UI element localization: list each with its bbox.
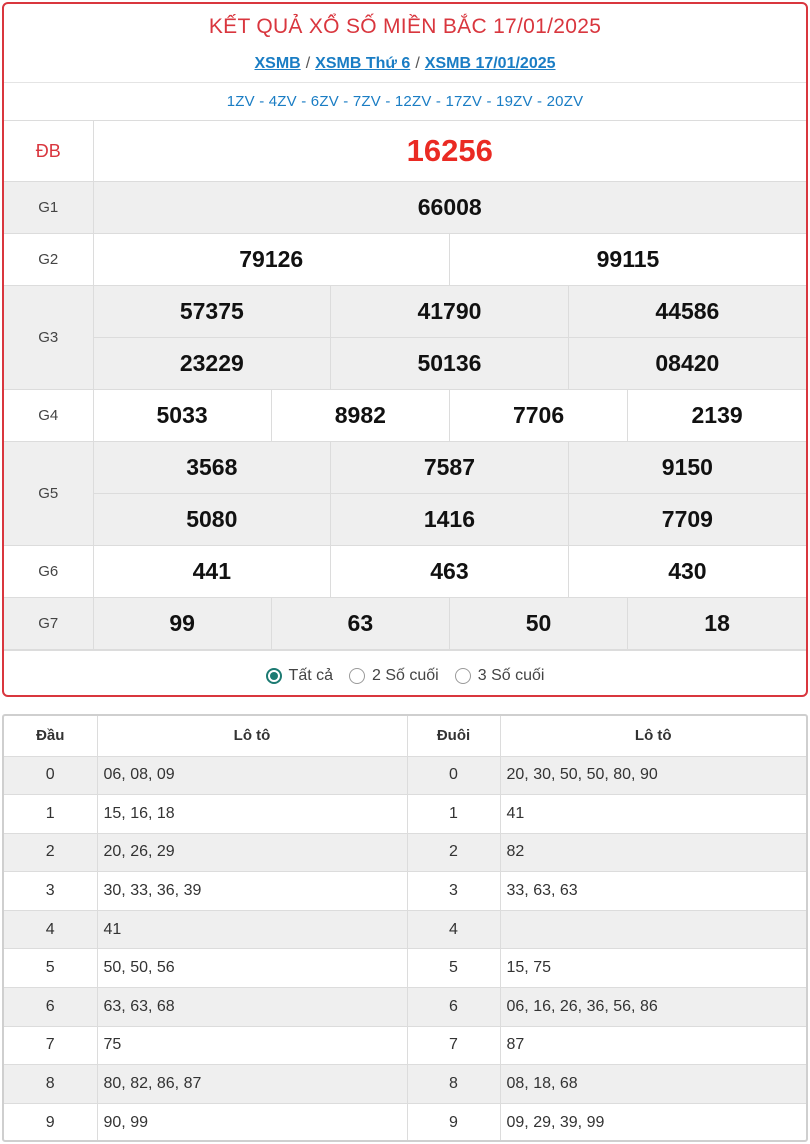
duoi-loto-cell: 33, 63, 63 [500, 872, 806, 911]
dau-cell: 0 [4, 756, 97, 795]
prize-number: 9150 [568, 442, 806, 494]
table-row [4, 872, 806, 911]
prize-number: 08420 [568, 338, 806, 390]
duoi-loto-cell: 08, 18, 68 [500, 1065, 806, 1104]
filter-option-label: 2 Số cuối [372, 666, 439, 684]
prize-number: 18 [628, 598, 806, 650]
prize-number: 44586 [568, 286, 806, 338]
prize-number: 3568 [93, 442, 331, 494]
prize-label: G1 [4, 182, 93, 234]
dau-loto-cell: 06, 08, 09 [97, 756, 407, 795]
prize-label: G3 [4, 286, 93, 390]
table-row [4, 1026, 806, 1065]
dau-loto-cell: 63, 63, 68 [97, 988, 407, 1027]
prize-label: G4 [4, 390, 93, 442]
table-row [4, 756, 806, 795]
prize-number: 5033 [93, 390, 271, 442]
duoi-cell: 6 [407, 988, 500, 1027]
filter-option-last-2[interactable] [349, 667, 439, 685]
prize-number: 66008 [93, 182, 806, 234]
duoi-cell: 7 [407, 1026, 500, 1065]
filter-option-label: 3 Số cuối [477, 666, 545, 684]
prize-number: 8982 [271, 390, 449, 442]
prize-row-db [4, 121, 806, 182]
prize-row-g5 [4, 442, 806, 494]
prize-row-g4 [4, 390, 806, 442]
results-table [4, 120, 806, 650]
table-row [4, 949, 806, 988]
prize-number: 5080 [93, 494, 331, 546]
prize-number: 7706 [449, 390, 627, 442]
prize-number: 50136 [331, 338, 569, 390]
duoi-cell: 9 [407, 1103, 500, 1142]
duoi-loto-cell: 20, 30, 50, 50, 80, 90 [500, 756, 806, 795]
prize-number: 463 [331, 546, 569, 598]
prize-number: 57375 [93, 286, 331, 338]
link-xsmb-date[interactable]: XSMB 17/01/2025 [424, 55, 556, 72]
prize-row-g1 [4, 182, 806, 234]
dau-loto-cell: 15, 16, 18 [97, 795, 407, 834]
page-title: KẾT QUẢ XỔ SỐ MIỀN BẮC 17/01/2025 [208, 15, 602, 38]
table-row [4, 795, 806, 834]
dau-cell: 4 [4, 910, 97, 949]
breadcrumb [4, 50, 806, 78]
col-header-duoi: Đuôi [407, 716, 500, 756]
radio-icon[interactable] [455, 668, 471, 684]
col-header-loto: Lô tô [500, 716, 806, 756]
duoi-cell: 5 [407, 949, 500, 988]
breadcrumb-separator: / [305, 55, 311, 72]
dau-cell: 1 [4, 795, 97, 834]
dau-cell: 3 [4, 872, 97, 911]
duoi-loto-cell [500, 910, 806, 949]
loto-table [4, 716, 806, 1142]
dau-cell: 8 [4, 1065, 97, 1104]
filter-option-all[interactable] [266, 667, 333, 685]
prize-number: 7587 [331, 442, 569, 494]
dau-loto-cell: 75 [97, 1026, 407, 1065]
prize-number: 430 [568, 546, 806, 598]
duoi-loto-cell: 87 [500, 1026, 806, 1065]
duoi-loto-cell: 82 [500, 833, 806, 872]
loto-header-row [4, 716, 806, 756]
prize-number: 63 [271, 598, 449, 650]
prize-row-g6 [4, 546, 806, 598]
prize-number: 7709 [568, 494, 806, 546]
dau-loto-cell: 20, 26, 29 [97, 833, 407, 872]
prize-number: 99115 [449, 234, 806, 286]
prize-number: 79126 [93, 234, 449, 286]
table-row [4, 910, 806, 949]
duoi-cell: 2 [407, 833, 500, 872]
prize-number: 41790 [331, 286, 569, 338]
col-header-loto: Lô tô [97, 716, 407, 756]
breadcrumb-separator: / [415, 55, 420, 72]
duoi-loto-cell: 41 [500, 795, 806, 834]
duoi-cell: 0 [407, 756, 500, 795]
dau-cell: 5 [4, 949, 97, 988]
table-row [4, 1065, 806, 1104]
prize-label: G5 [4, 442, 93, 546]
prize-label: G2 [4, 234, 93, 286]
prize-number: 99 [93, 598, 271, 650]
duoi-cell: 4 [407, 910, 500, 949]
dau-loto-cell: 30, 33, 36, 39 [97, 872, 407, 911]
prize-row-g3-2 [4, 338, 806, 390]
dau-cell: 6 [4, 988, 97, 1027]
prize-number: 441 [93, 546, 331, 598]
duoi-cell: 1 [407, 795, 500, 834]
prize-label: G7 [4, 598, 93, 650]
radio-icon[interactable] [349, 668, 365, 684]
duoi-loto-cell: 15, 75 [500, 949, 806, 988]
filter-option-label: Tất cả [288, 666, 334, 684]
prize-label: ĐB [4, 121, 93, 182]
dau-cell: 9 [4, 1103, 97, 1142]
dau-loto-cell: 90, 99 [97, 1103, 407, 1142]
col-header-dau: Đầu [4, 716, 97, 756]
dau-loto-cell: 80, 82, 86, 87 [97, 1065, 407, 1104]
results-card [2, 2, 808, 697]
table-row [4, 988, 806, 1027]
prize-label: G6 [4, 546, 93, 598]
digit-filter [4, 650, 806, 697]
radio-selected-icon[interactable] [266, 668, 282, 684]
prize-row-g7 [4, 598, 806, 650]
loto-table-card [2, 714, 808, 1142]
prize-number: 23229 [93, 338, 331, 390]
filter-option-last-3[interactable] [455, 667, 545, 685]
dau-cell: 2 [4, 833, 97, 872]
dau-loto-cell: 41 [97, 910, 407, 949]
link-xsmb-thu-6[interactable]: XSMB Thứ 6 [315, 55, 411, 72]
table-row [4, 1103, 806, 1142]
duoi-cell: 3 [407, 872, 500, 911]
duoi-cell: 8 [407, 1065, 500, 1104]
prize-row-g5-2 [4, 494, 806, 546]
prize-row-g2 [4, 234, 806, 286]
dau-cell: 7 [4, 1026, 97, 1065]
duoi-loto-cell: 09, 29, 39, 99 [500, 1103, 806, 1142]
prize-row-g3 [4, 286, 806, 338]
table-row [4, 833, 806, 872]
prize-number: 1416 [331, 494, 569, 546]
prize-number: 50 [449, 598, 627, 650]
prize-number-db: 16256 [93, 121, 806, 182]
dau-loto-cell: 50, 50, 56 [97, 949, 407, 988]
prize-number: 2139 [628, 390, 806, 442]
link-xsmb[interactable]: XSMB [254, 55, 301, 72]
draw-codes: 1ZV - 4ZV - 6ZV - 7ZV - 12ZV - 17ZV - 19ZV - 20ZV [4, 82, 806, 120]
duoi-loto-cell: 06, 16, 26, 36, 56, 86 [500, 988, 806, 1027]
loto-body [4, 756, 806, 1142]
